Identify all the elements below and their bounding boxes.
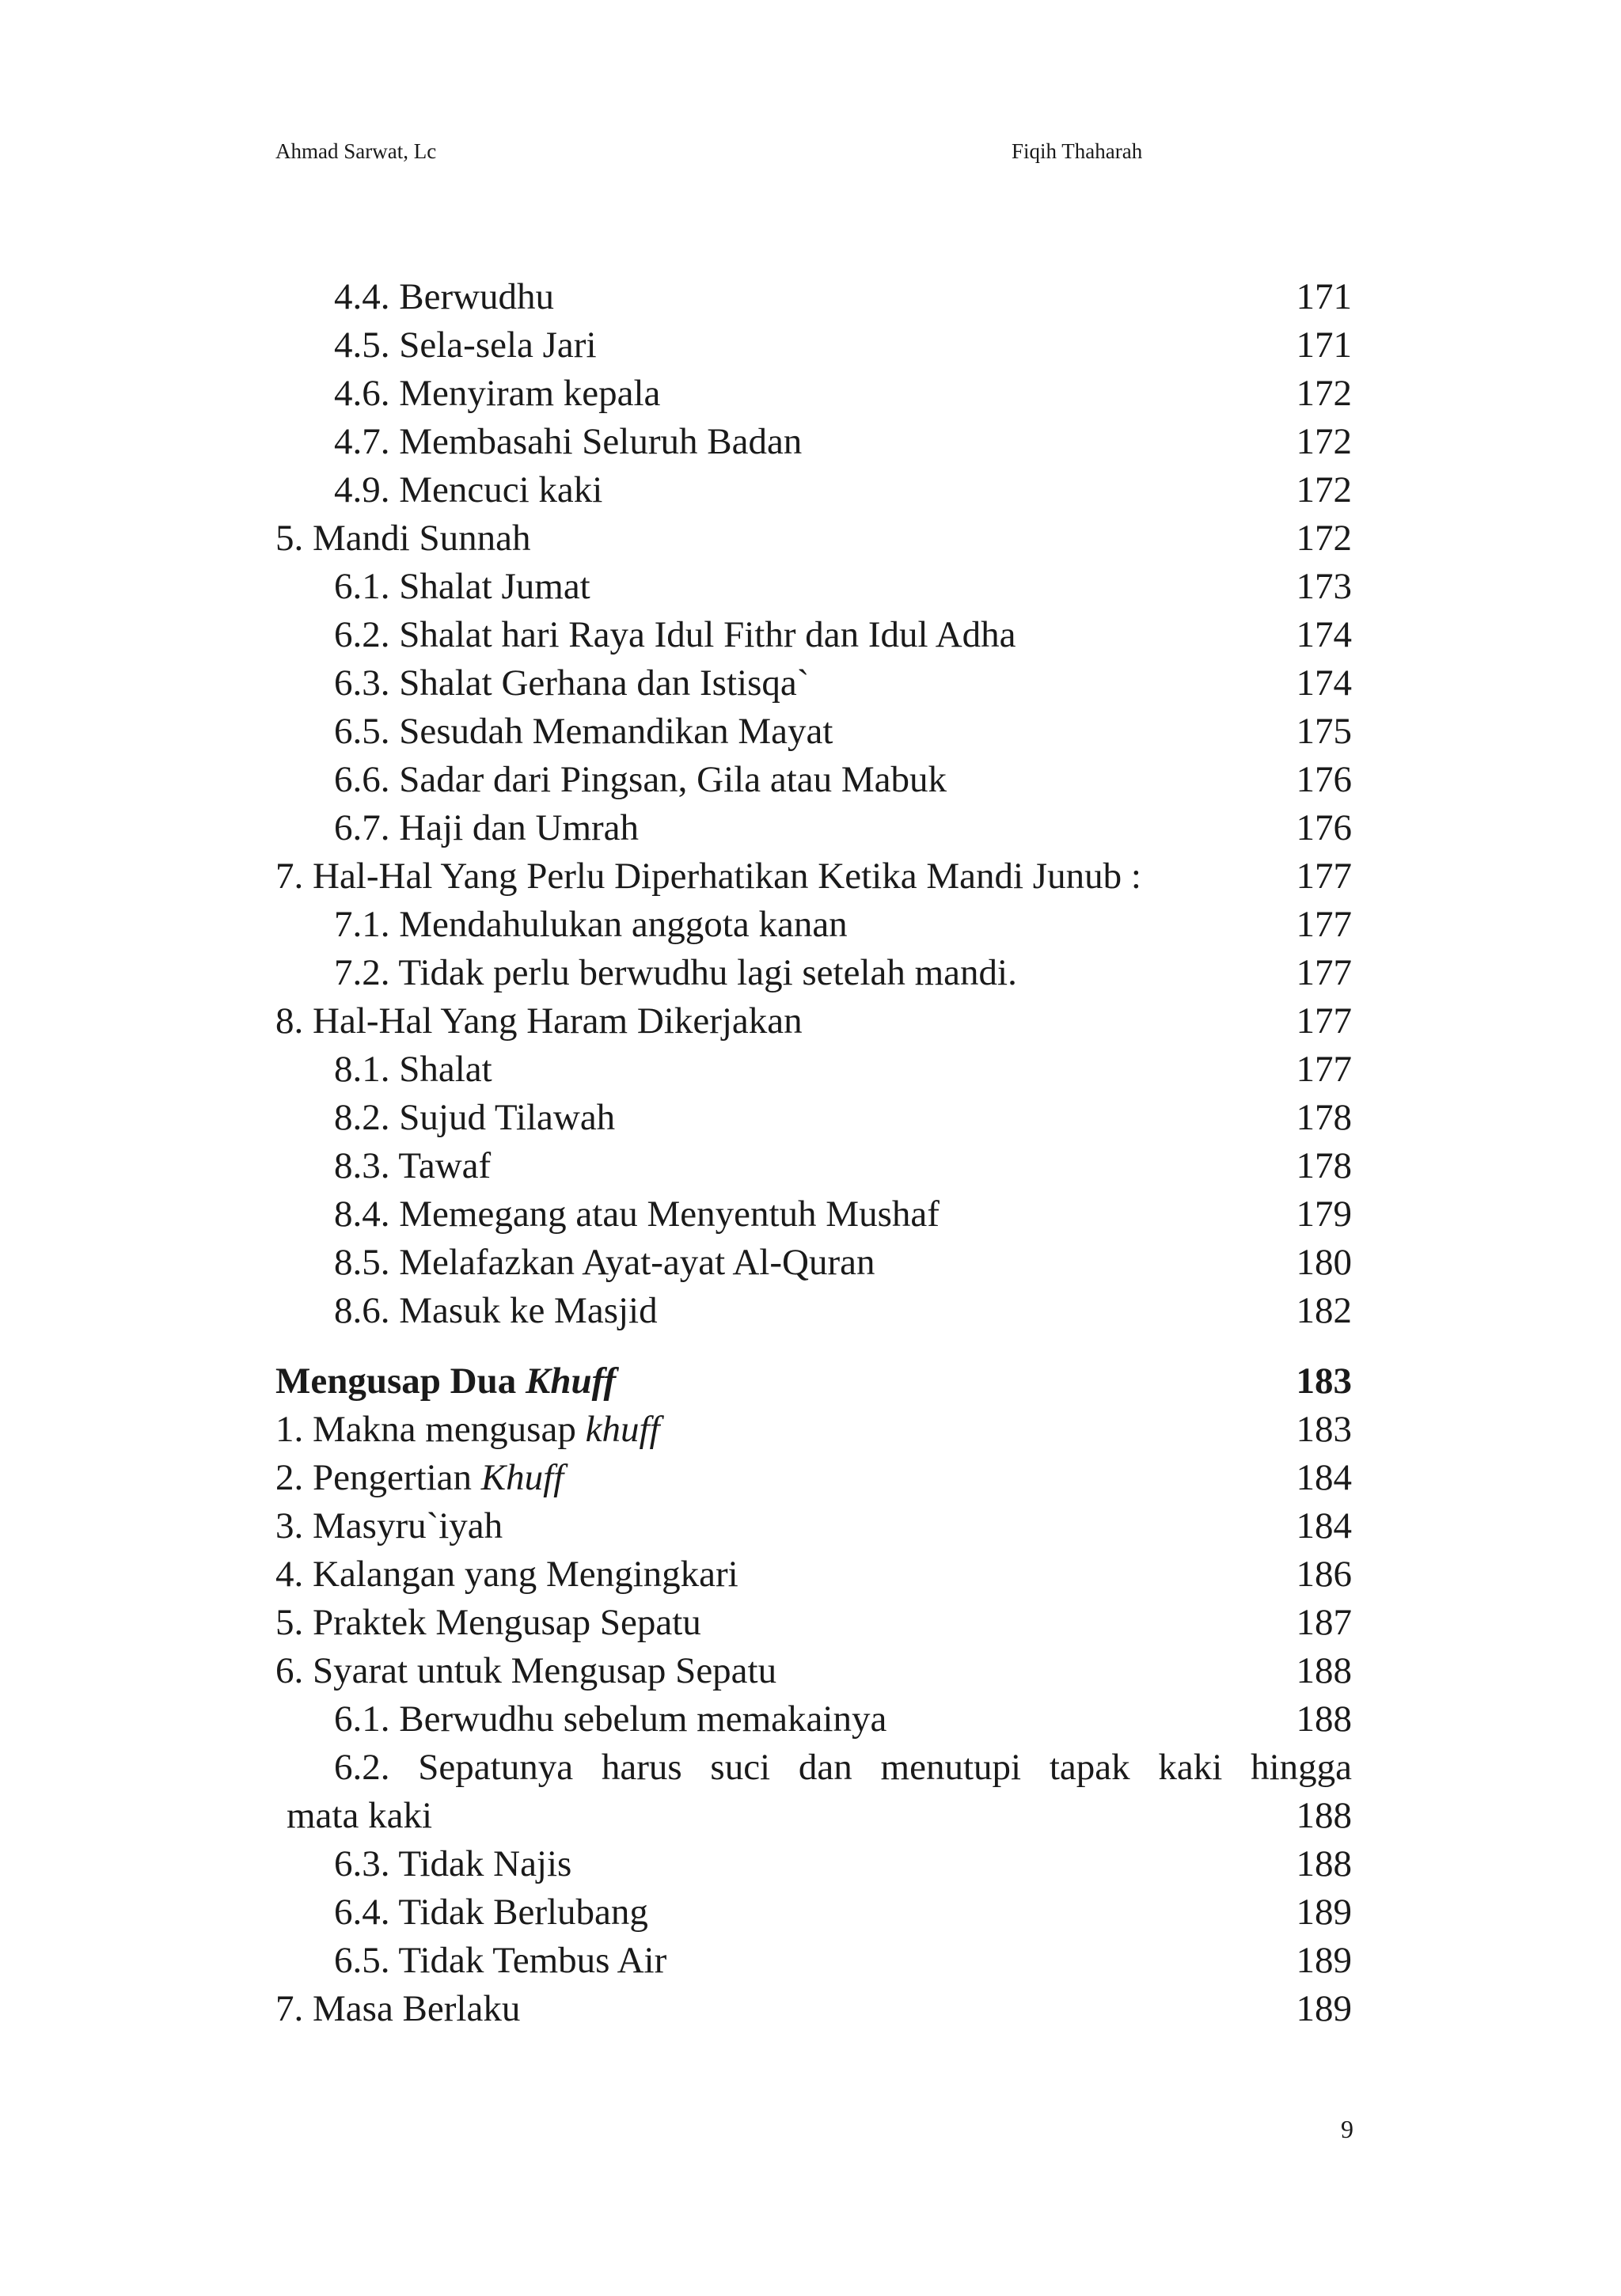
toc-entry-label-text: 4. Kalangan yang Mengingkari [275, 1554, 738, 1595]
toc-entry[interactable] [275, 756, 1352, 804]
toc-entry-label: 6.7. Haji dan Umrah [334, 807, 640, 848]
toc-entry-wrapped[interactable] [275, 1744, 1352, 1792]
toc-entry-page: 184 [1296, 1505, 1352, 1546]
toc-entry[interactable] [275, 1647, 1352, 1695]
toc-entry-label: 6.2. Shalat hari Raya Idul Fithr dan Idul Adha [334, 614, 1016, 655]
toc-entry[interactable] [275, 708, 1352, 756]
toc-entry-label-italic: Khuff [480, 1457, 564, 1498]
toc-entry-page: 176 [1296, 807, 1352, 848]
toc-entry[interactable] [275, 1046, 1352, 1094]
toc-entry-page: 172 [1296, 421, 1352, 462]
toc-entry-label: 8.3. Tawaf [334, 1145, 492, 1186]
toc-entry-page: 178 [1296, 1097, 1352, 1138]
toc-entry[interactable] [275, 370, 1352, 418]
toc-entry-page: 188 [1296, 1650, 1352, 1691]
toc-entry-label-text: 3. Masyru`iyah [275, 1505, 503, 1546]
toc-entry-wrapped-line1: 6.2. Sepatunya harus suci dan menutupi tapak kaki hingga [334, 1747, 1352, 1788]
toc-entry-page: 177 [1296, 856, 1352, 897]
toc-entry-page: 188 [1296, 1843, 1352, 1884]
toc-entry-page: 174 [1296, 614, 1352, 655]
toc-entry-page: 188 [1296, 1698, 1352, 1740]
toc-entry[interactable] [275, 1142, 1352, 1190]
toc-entry-label-italic: khuff [585, 1409, 660, 1450]
toc-entry-label: 6.3. Shalat Gerhana dan Istisqa` [334, 662, 810, 704]
toc-entry[interactable] [275, 659, 1352, 708]
toc-entry[interactable] [275, 1454, 1352, 1502]
toc-entry-label: 4.4. Berwudhu [334, 276, 555, 317]
toc-entry[interactable] [275, 901, 1352, 949]
toc-entry-label: 8.6. Masuk ke Masjid [334, 1290, 658, 1331]
toc-entry-page: 177 [1296, 1049, 1352, 1090]
toc-entry-page: 175 [1296, 711, 1352, 752]
toc-entry-label [275, 1599, 701, 1647]
toc-entry[interactable] [275, 514, 1352, 563]
toc-entry-label [275, 1647, 776, 1695]
toc-chapter-label [275, 1357, 616, 1406]
toc-chapter-label-text: Mengusap Dua [275, 1361, 526, 1402]
toc-entry[interactable] [275, 852, 1352, 901]
toc-entry-page: 189 [1296, 1940, 1352, 1981]
toc-entry[interactable] [275, 1094, 1352, 1142]
toc-entry[interactable] [275, 1239, 1352, 1287]
toc-entry-label-text: 1. Makna mengusap [275, 1409, 586, 1450]
toc-entry-label: 8. Hal-Hal Yang Haram Dikerjakan [275, 1000, 803, 1042]
toc-entry-label: 6.6. Sadar dari Pingsan, Gila atau Mabuk [334, 759, 947, 800]
toc-entry-page: 177 [1296, 904, 1352, 945]
header-book-title: Fiqih Thaharah [1012, 139, 1143, 163]
toc-entry-page: 188 [1296, 1795, 1352, 1836]
toc-entry-page: 173 [1296, 566, 1352, 607]
toc-entry-label: 8.5. Melafazkan Ayat-ayat Al-Quran [334, 1242, 875, 1283]
toc-entry-label: 4.6. Menyiram kepala [334, 373, 661, 414]
toc-entry[interactable] [275, 1599, 1352, 1647]
toc-entry-label [275, 1406, 660, 1454]
toc-entry[interactable] [275, 1502, 1352, 1550]
toc-entry-label: 8.4. Memegang atau Menyentuh Mushaf [334, 1194, 940, 1235]
toc-entry-label [275, 1454, 564, 1502]
toc-entry[interactable] [275, 1937, 1352, 1985]
toc-entry-page: 178 [1296, 1145, 1352, 1186]
toc-entry-label: 4.5. Sela-sela Jari [334, 324, 597, 366]
toc-entry-label [275, 1502, 503, 1550]
toc-entry-label: 8.1. Shalat [334, 1049, 492, 1090]
toc-entry-page: 172 [1296, 469, 1352, 510]
toc-entry-label-text: 6.1. Berwudhu sebelum memakainya [334, 1698, 887, 1740]
toc-entry-label: 7. Hal-Hal Yang Perlu Diperhatikan Ketika Mandi Junub : [275, 856, 1141, 897]
toc-entry-label [334, 1695, 886, 1744]
toc-entry-page: 184 [1296, 1457, 1352, 1498]
table-of-contents [275, 273, 1352, 2033]
toc-entry[interactable] [275, 1985, 1352, 2033]
toc-entry-label: 6.4. Tidak Berlubang [334, 1892, 648, 1933]
toc-entry-label: 6.1. Shalat Jumat [334, 566, 590, 607]
toc-entry[interactable] [275, 1888, 1352, 1937]
toc-entry-page: 174 [1296, 662, 1352, 704]
toc-entry[interactable] [275, 273, 1352, 321]
toc-entry[interactable] [275, 997, 1352, 1046]
toc-entry[interactable] [275, 1695, 1352, 1744]
toc-entry[interactable] [275, 1550, 1352, 1599]
toc-entry[interactable] [275, 949, 1352, 997]
toc-entry-page: 177 [1296, 1000, 1352, 1042]
toc-entry[interactable] [275, 1406, 1352, 1454]
toc-entry-label: 6.5. Sesudah Memandikan Mayat [334, 711, 833, 752]
toc-entry-label-text: 5. Praktek Mengusap Sepatu [275, 1602, 701, 1643]
toc-entry[interactable] [275, 418, 1352, 466]
toc-entry-page: 179 [1296, 1194, 1352, 1235]
toc-entry-page: 171 [1296, 276, 1352, 317]
toc-entry-label: 4.9. Mencuci kaki [334, 469, 603, 510]
toc-entry[interactable] [275, 611, 1352, 659]
toc-entry-label: 7.1. Mendahulukan anggota kanan [334, 904, 848, 945]
toc-section-khuff-cont [275, 1840, 1352, 2033]
toc-section-khuff [275, 1406, 1352, 1744]
toc-entry[interactable] [275, 1287, 1352, 1335]
toc-entry[interactable] [275, 563, 1352, 611]
toc-entry-label: 7.2. Tidak perlu berwudhu lagi setelah mandi. [334, 952, 1017, 993]
toc-chapter-heading[interactable] [275, 1357, 1352, 1406]
toc-entry-page: 180 [1296, 1242, 1352, 1283]
toc-entry-page: 183 [1296, 1409, 1352, 1450]
toc-entry-page: 171 [1296, 324, 1352, 366]
toc-entry-label: 5. Mandi Sunnah [275, 518, 531, 559]
toc-entry-page: 182 [1296, 1290, 1352, 1331]
toc-entry-page: 172 [1296, 373, 1352, 414]
toc-entry-label-text: 6. Syarat untuk Mengusap Sepatu [275, 1650, 777, 1691]
toc-entry-label: 4.7. Membasahi Seluruh Badan [334, 421, 803, 462]
toc-section-mandi [275, 273, 1352, 1335]
toc-entry-label-text: 2. Pengertian [275, 1457, 481, 1498]
toc-entry-wrapped-line2: mata kaki [287, 1795, 433, 1836]
toc-entry-wrapped-cont[interactable] [275, 1792, 1352, 1840]
toc-entry[interactable] [275, 321, 1352, 370]
header-author: Ahmad Sarwat, Lc [275, 139, 437, 163]
toc-entry-page: 172 [1296, 518, 1352, 559]
toc-entry-label: 8.2. Sujud Tilawah [334, 1097, 616, 1138]
toc-entry-page: 177 [1296, 952, 1352, 993]
toc-entry-page: 189 [1296, 1988, 1352, 2029]
toc-entry-label: 6.3. Tidak Najis [334, 1843, 572, 1884]
toc-entry[interactable] [275, 804, 1352, 852]
toc-entry-page: 176 [1296, 759, 1352, 800]
toc-entry-label: 6.5. Tidak Tembus Air [334, 1940, 667, 1981]
page-number: 9 [1341, 2115, 1353, 2143]
toc-chapter-page: 183 [1296, 1361, 1352, 1402]
toc-chapter-label-italic: Khuff [526, 1361, 617, 1402]
toc-entry-page: 189 [1296, 1892, 1352, 1933]
toc-entry-page: 187 [1296, 1602, 1352, 1643]
toc-entry-label [275, 1550, 738, 1599]
toc-entry[interactable] [275, 1190, 1352, 1239]
toc-entry-page: 186 [1296, 1554, 1352, 1595]
running-header [275, 139, 1175, 171]
toc-entry[interactable] [275, 1840, 1352, 1888]
toc-entry-label: 7. Masa Berlaku [275, 1988, 521, 2029]
toc-entry[interactable] [275, 466, 1352, 514]
